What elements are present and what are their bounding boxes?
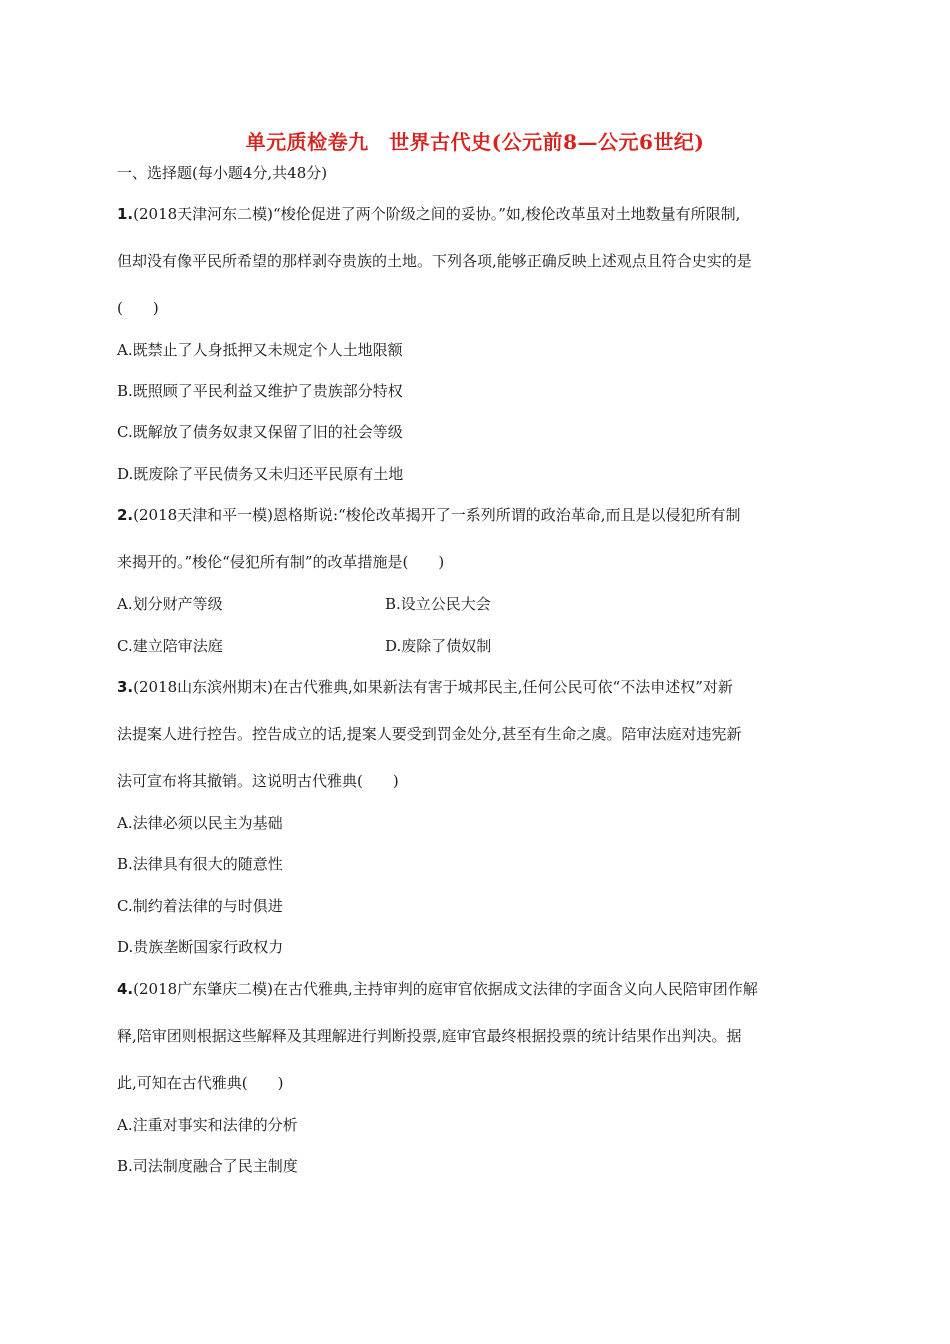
question-4-line-2: 释,陪审团则根据这些解释及其理解进行判断投票,庭审官最终根据投票的统计结果作出判决。据 — [117, 1027, 742, 1045]
question-1-line-2: 但却没有像平民所希望的那样剥夺贵族的土地。下列各项,能够正确反映上述观点且符合史实的是 — [117, 252, 752, 270]
question-4-option-b: B.司法制度融合了民主制度 — [117, 1157, 298, 1175]
question-1-option-a: A.既禁止了人身抵押又未规定个人土地限额 — [117, 341, 403, 359]
question-1-line-3: ( ) — [117, 299, 159, 317]
question-1-option-b: B.既照顾了平民利益又维护了贵族部分特权 — [117, 382, 403, 400]
question-text: (2018广东肇庆二模)在古代雅典,主持审判的庭审官依据成文法律的字面含义向人民陪审团作解 — [133, 980, 758, 998]
question-2-option-c: C.建立陪审法庭 — [117, 637, 223, 655]
question-2-option-d: D.废除了债奴制 — [385, 637, 492, 655]
question-number: 1. — [117, 205, 134, 223]
question-number: 3. — [117, 678, 134, 696]
section-heading: 一、选择题(每小题4分,共48分) — [117, 164, 328, 182]
question-3-line-2: 法提案人进行控告。控告成立的话,提案人要受到罚金处分,甚至有生命之虞。陪审法庭对违宪新 — [117, 725, 742, 743]
question-2-line-1 — [117, 504, 741, 525]
question-3-line-1 — [117, 676, 733, 697]
question-text: (2018天津和平一模)恩格斯说:“梭伦改革揭开了一系列所谓的政治革命,而且是以侵犯所有制 — [133, 506, 741, 524]
question-2-option-b: B.设立公民大会 — [385, 595, 491, 613]
question-2-line-2: 来揭开的。”梭伦“侵犯所有制”的改革措施是( ) — [117, 553, 445, 571]
question-1-line-1 — [117, 203, 740, 224]
question-number: 4. — [117, 980, 134, 998]
question-3-line-3: 法可宣布将其撤销。这说明古代雅典( ) — [117, 772, 399, 790]
question-4-line-3: 此,可知在古代雅典( ) — [117, 1074, 284, 1092]
question-3-option-a: A.法律必须以民主为基础 — [117, 814, 283, 832]
question-3-option-b: B.法律具有很大的随意性 — [117, 855, 283, 873]
question-3-option-c: C.制约着法律的与时俱进 — [117, 897, 283, 915]
page-title: 单元质检卷九 世界古代史(公元前8—公元6世纪) — [245, 130, 705, 154]
question-4-option-a: A.注重对事实和法律的分析 — [117, 1116, 298, 1134]
question-1-option-d: D.既废除了平民债务又未归还平民原有土地 — [117, 465, 404, 483]
question-4-line-1 — [117, 978, 758, 999]
question-1-option-c: C.既解放了债务奴隶又保留了旧的社会等级 — [117, 423, 403, 441]
question-2-option-a: A.划分财产等级 — [117, 595, 223, 613]
question-text: (2018天津河东二模)“梭伦促进了两个阶级之间的妥协。”如,梭伦改革虽对土地数量有所限制, — [133, 205, 741, 223]
question-number: 2. — [117, 506, 134, 524]
question-text: (2018山东滨州期末)在古代雅典,如果新法有害于城邦民主,任何公民可依“不法申述权”对新 — [133, 678, 733, 696]
question-3-option-d: D.贵族垄断国家行政权力 — [117, 938, 284, 956]
